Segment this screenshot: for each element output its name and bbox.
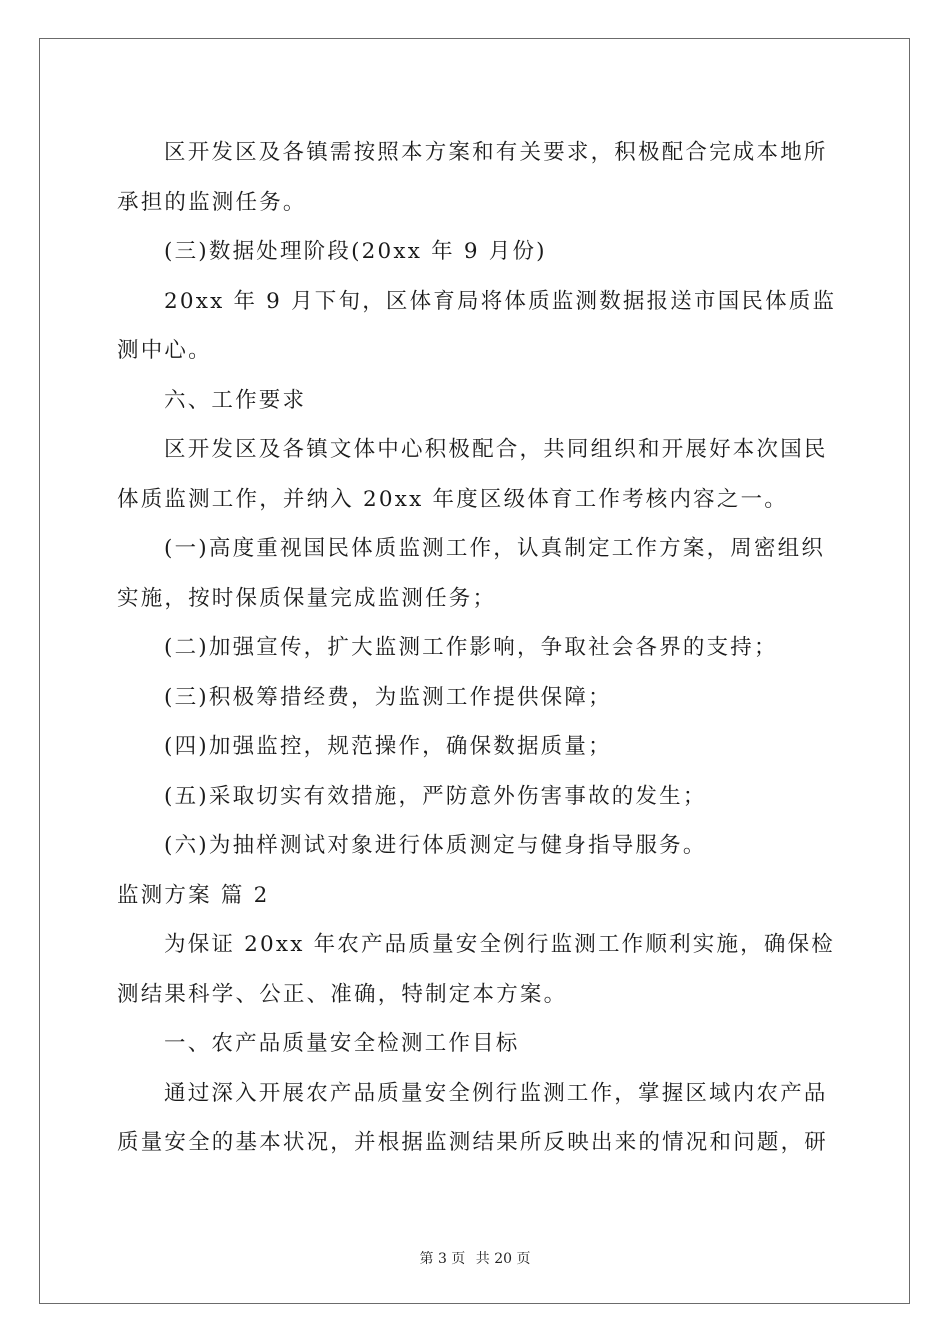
text-line: 体质监测工作，并纳入 20xx 年度区级体育工作考核内容之一。 [117,486,788,512]
list-item: (五)采取切实有效措施，严防意外伤害事故的发生； [164,783,707,809]
text-line: 20xx 年 9 月下旬，区体育局将体质监测数据报送市国民体质监 [164,288,837,314]
document-body [117,128,837,1168]
document-subtitle: 监测方案 篇 2 [117,882,270,908]
text-line: 承担的监测任务。 [117,189,307,215]
list-item: (四)加强监控，规范操作，确保数据质量； [164,734,612,759]
section-heading: 一、农产品质量安全检测工作目标 [164,1031,520,1056]
page-total: 共 20 页 [475,1251,531,1267]
text-line: 测中心。 [117,338,212,363]
list-item: (二)加强宣传，扩大监测工作影响，争取社会各界的支持； [164,635,778,660]
page-number: 第 3 页 [419,1251,466,1267]
text-line: 测结果科学、公正、准确，特制定本方案。 [117,981,568,1007]
text-line: 实施，按时保质保量完成监测任务； [117,585,497,611]
text-line: 通过深入开展农产品质量安全例行监测工作，掌握区域内农产品 [164,1080,828,1106]
list-item: (三)积极筹措经费，为监测工作提供保障； [164,684,612,710]
list-item: (六)为抽样测试对象进行体质测定与健身指导服务。 [164,833,707,858]
section-heading: 六、工作要求 [164,387,307,413]
text-line: 区开发区及各镇文体中心积极配合，共同组织和开展好本次国民 [164,437,828,462]
list-item: (一)高度重视国民体质监测工作，认真制定工作方案，周密组织 [164,536,826,561]
page-footer [0,1248,950,1268]
text-line: 质量安全的基本状况，并根据监测结果所反映出来的情况和问题，研 [117,1130,829,1155]
section-heading: (三)数据处理阶段(20xx 年 9 月份) [164,239,547,264]
text-line: 为保证 20xx 年农产品质量安全例行监测工作顺利实施，确保检 [164,932,835,957]
text-line: 区开发区及各镇需按照本方案和有关要求，积极配合完成本地所 [164,140,828,165]
